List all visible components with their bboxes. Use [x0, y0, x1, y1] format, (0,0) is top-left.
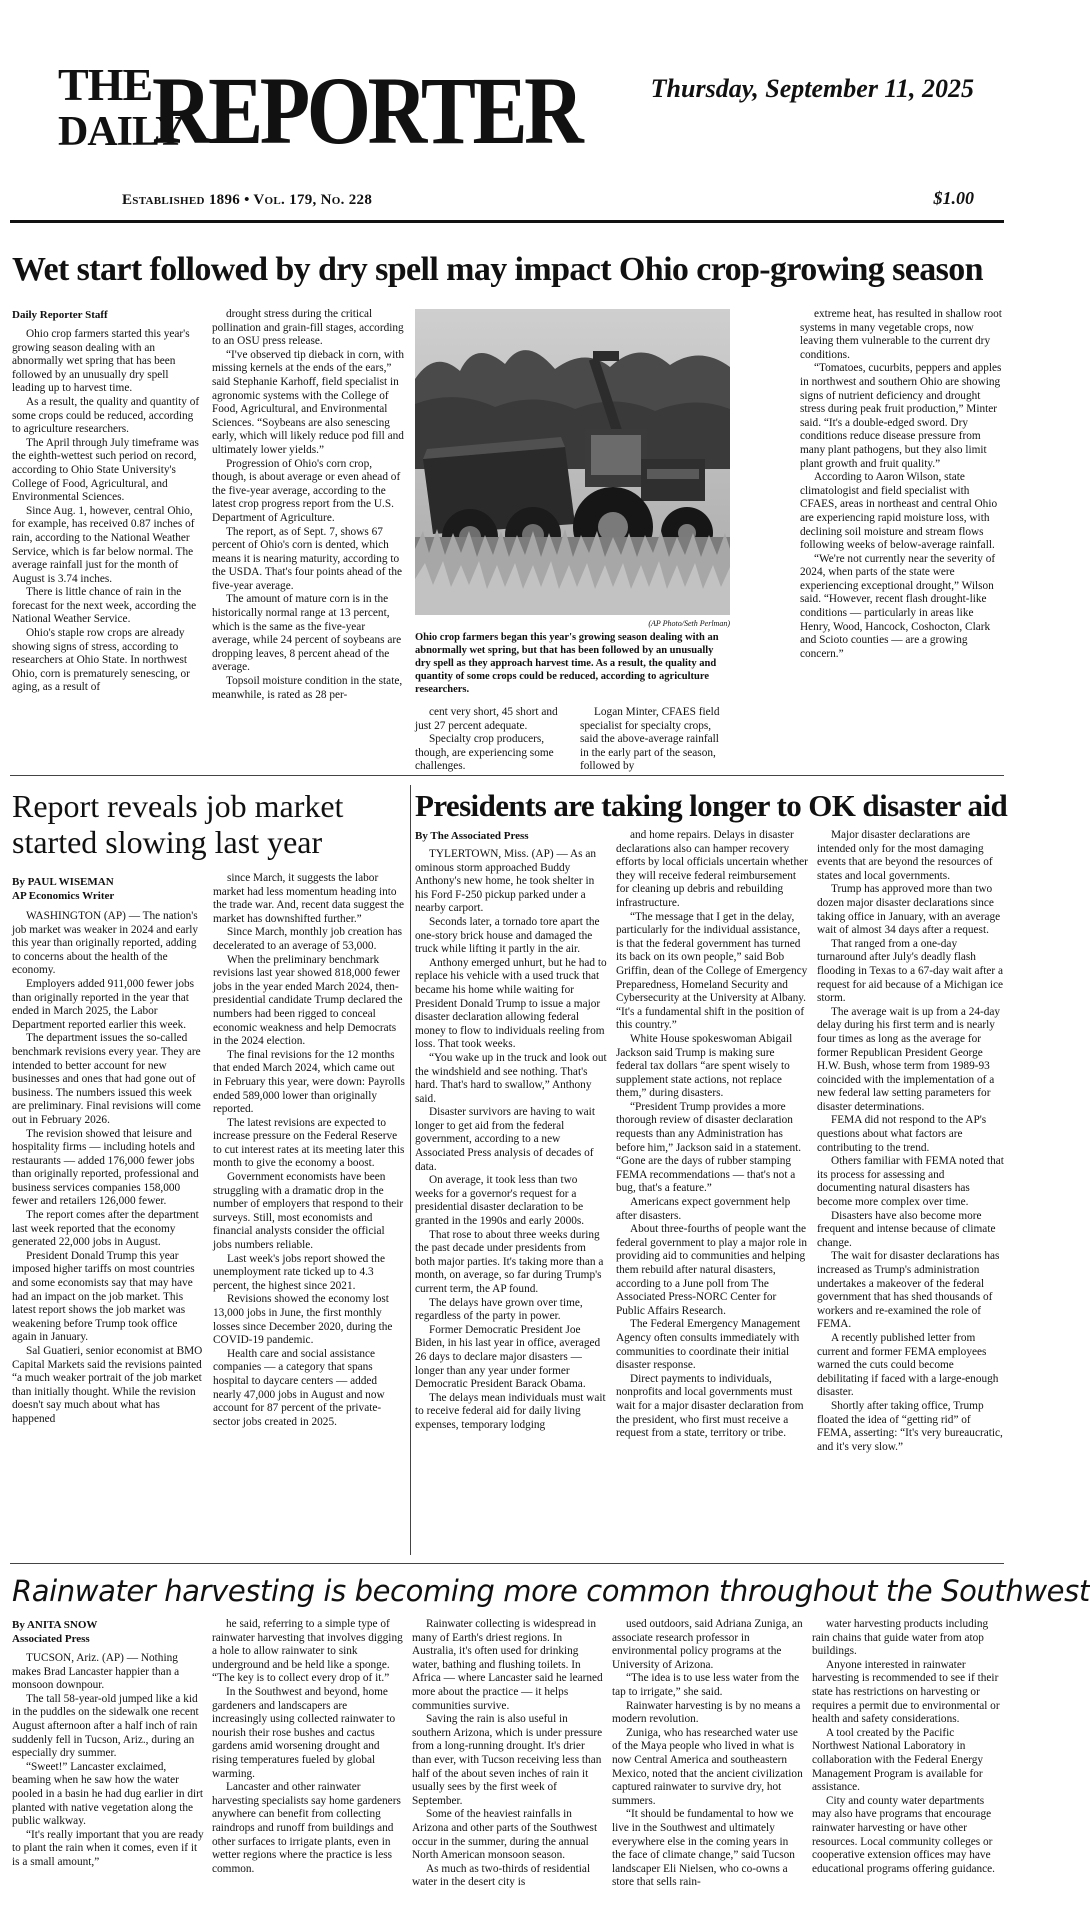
- story2-headline-line-1: Report reveals job market: [12, 788, 344, 824]
- article-paragraph: As a result, the quality and quantity of some crops could be reduced, according to agriculture researchers.: [12, 395, 200, 436]
- article-paragraph: On average, it took less than two weeks for a governor's request for a presidential disaster declaration to be granted in the 1990s and early 2000s.: [415, 1174, 585, 1228]
- article-paragraph: WASHINGTON (AP) — The nation's job market was weaker in 2024 and early this year than originally reported, adding to concerns about the health of the economy.: [12, 910, 199, 977]
- article-paragraph: and home repairs. Delays in disaster declarations also can hamper recovery efforts by local officials uncertain whether they will receive federal reimbursement for cleaning up debris and rebuilding infrastructure.: [616, 829, 808, 909]
- article-paragraph: The department issues the so-called benchmark revisions every year. They are intended to better account for new businesses and ones that had gone out of business. The numbers issued this week are preliminary. Final revisions will come out in February 2026.: [12, 1032, 201, 1126]
- article-paragraph: When the preliminary benchmark revisions last year showed 818,000 fewer jobs in the year ended March 2024, then-presidential candidate Trump declared the numbers had been rigged to conceal economic weakness and help Democrats in the 2024 election.: [213, 953, 403, 1048]
- article-paragraph: Americans expect government help after disasters.: [616, 1196, 791, 1222]
- article-paragraph: “You wake up in the truck and look out the windshield and see nothing. That's hard. That's hard to swallow,” Anthony said.: [415, 1051, 607, 1105]
- story2-column-2: [213, 872, 405, 1555]
- article-paragraph: Major disaster declarations are intended only for the most damaging events that are beyond the resources of states and local governments.: [817, 829, 993, 882]
- article-paragraph: Last week's jobs report showed the unemployment rate ticked up to 4.3 percent, the highest since 2021.: [213, 1252, 385, 1292]
- article-paragraph: A tool created by the Pacific Northwest National Laboratory in collaboration with the Federal Energy Management Program is available for assistance.: [812, 1726, 984, 1794]
- section-divider-2: [10, 1563, 1004, 1564]
- article-paragraph: The report, as of Sept. 7, shows 67 percent of Ohio's corn is dented, which means it is nearing maturity, according to the USDA. That's four points ahead of the five-year average.: [212, 525, 403, 592]
- section-divider-1: [10, 775, 1004, 776]
- established-volume: Established 1896 • Vol. 179, No. 228: [122, 192, 373, 208]
- article-paragraph: Government economists have been struggling with a dramatic drop in the number of employers that respond to their surveys. Still, most economists and financial analysts consider the official jobs numbers reliable.: [213, 1171, 404, 1252]
- article-paragraph: Sal Guatieri, senior economist at BMO Capital Markets said the revisions painted “a much weaker portrait of the job market than initially thought. While the revision doesn't say much about what has happened: [12, 1345, 203, 1425]
- logo-the: THE: [58, 59, 153, 110]
- article-paragraph: According to Aaron Wilson, state climatologist and field specialist with CFAES, areas in northeast and central Ohio are experiencing rapid moisture loss, with declining soil moisture and stream flows following weeks of below-average rainfall.: [800, 471, 998, 552]
- masthead-rule: [10, 220, 1004, 223]
- article-paragraph: Specialty crop producers, though, are experiencing some challenges.: [415, 733, 554, 773]
- article-paragraph: The April through July timeframe was the eighth-wettest such period on record, according to Ohio State University's College of Food, Agricultural, and Environmental Sciences.: [12, 436, 199, 504]
- article-paragraph: Zuniga, who has researched water use of the Maya people who lived in what is now Central America and southeastern Mexico, noted that the ancient civilization captured rainwater to survive dry, hot summers.: [612, 1726, 803, 1807]
- masthead: [0, 0, 1014, 222]
- article-paragraph: Disasters have also become more frequent and intense because of climate change.: [817, 1209, 996, 1249]
- photo-caption: Ohio crop farmers began this year's growing season dealing with an abnormally wet spring, but that has been followed by an unusually dry spell as they approach harvest time. As a result, the quality and quantity of some crops could be reduced, according to agriculture researchers.: [415, 632, 719, 695]
- story1-column-5: [800, 308, 1002, 768]
- logo-reporter: REPORTER: [152, 57, 581, 164]
- price: $1.00: [933, 188, 974, 208]
- story4-column-3: [412, 1618, 604, 1914]
- story1-column-2: [212, 308, 405, 768]
- article-paragraph: Disaster survivors are having to wait longer to get aid from the federal government, according to a new Associated Press analysis of decades of data.: [415, 1106, 595, 1173]
- article-paragraph: A recently published letter from current and former FEMA employees warned the cuts could become debilitating if faced with a large-enough disaster.: [817, 1331, 999, 1399]
- article-paragraph: About three-fourths of people want the federal government to play a major role in providing aid to communities and helping them rebuild after natural disasters, according to a June poll from The Associated Press-NORC Center for Public Affairs Research.: [616, 1223, 808, 1317]
- article-paragraph: Some of the heaviest rainfalls in Arizona and other parts of the Southwest occur in the summer, during the annual North American monsoon season.: [412, 1808, 598, 1862]
- story4-byline-name: By ANITA SNOW: [12, 1619, 98, 1631]
- story3-headline: Presidents are taking longer to OK disaster aid: [415, 788, 1008, 823]
- article-paragraph: Anthony emerged unhurt, but he had to replace his vehicle with a used truck that became his home while waiting for President Donald Trump to issue a major disaster declaration allowing federal money to flow to individuals reeling from loss. That took weeks.: [415, 956, 607, 1051]
- article-paragraph: “It should be fundamental to how we live in the Southwest and ultimately everywhere else in the coming years in the face of climate change,” said Tucson landscaper Eli Nielsen, who co-owns a store that sells rain-: [612, 1808, 795, 1889]
- article-paragraph: Direct payments to individuals, nonprofits and local governments must wait for a major disaster declaration from the president, who first must receive a request from a state, territory or tribe.: [616, 1372, 804, 1440]
- article-paragraph: Saving the rain is also useful in southern Arizona, which is under pressure from a long-running drought. It's drier than ever, with Tucson receiving less than half of the about seven inches of rain it usually sees by the first week of September.: [412, 1713, 603, 1807]
- article-paragraph: “The idea is to use less water from the tap to irrigate,” she said.: [612, 1672, 800, 1698]
- article-paragraph: Health care and social assistance companies — a category that spans hospital to daycare centers — added nearly 47,000 jobs in August and now account for 87 percent of the private-sector jobs created in 2025.: [213, 1347, 385, 1428]
- story1-column-3: [415, 706, 565, 773]
- article-paragraph: Former Democratic President Joe Biden, in his last year in office, averaged 26 days to declare major disasters — longer than any year under former Democratic President Barack Obama.: [415, 1323, 601, 1391]
- article-paragraph: Logan Minter, CFAES field specialist for specialty crops, said the above-average rainfall in the early part of the season, followed by: [580, 706, 720, 773]
- article-paragraph: The revision showed that leisure and hospitality firms — including hotels and restaurants — added 176,000 fewer jobs than originally reported, professional and business services companies 158,000 fewer and retailers 126,000 fewer.: [12, 1127, 199, 1208]
- article-paragraph: Anyone interested in rainwater harvesting is recommended to see if their state has restrictions on harvesting or requires a permit due to environmental or health and safety considerations.: [812, 1658, 1000, 1726]
- story3-column-3: [817, 829, 1005, 1555]
- story1-headline: Wet start followed by dry spell may impact Ohio crop-growing season: [12, 251, 983, 288]
- article-paragraph: used outdoors, said Adriana Zuniga, an associate research professor in environmental policy programs at the University of Arizona.: [612, 1618, 803, 1671]
- article-paragraph: Trump has approved more than two dozen major disaster declarations since taking office in January, with an average wait of almost 34 days after a request.: [817, 883, 1001, 937]
- article-paragraph: That ranged from a one-day turnaround after July's deadly flash flooding in Texas to a 67-day wait after a request for aid because of a Michigan ice storm.: [817, 937, 1004, 1005]
- story2-headline-line-2: started slowing last year: [12, 824, 323, 860]
- story4-byline-title: Associated Press: [12, 1633, 90, 1645]
- article-paragraph: “We're not currently near the severity of 2024, when parts of the state were experiencing exceptional drought,” Wilson said. “However, recent flash drought-like conditions — particularly in areas like Henry, Wood, Hancock, Coshocton, Clark and Scioto counties — are a growing concern.”: [800, 552, 996, 660]
- article-paragraph: The wait for disaster declarations has increased as Trump's administration undertakes a makeover of the federal government that has shed thousands of workers and re-examined the role of FEMA.: [817, 1250, 1000, 1331]
- story4-column-5: [812, 1618, 1004, 1914]
- article-paragraph: Revisions showed the economy lost 13,000 jobs in June, the first monthly losses since December 2020, during the COVID-19 pandemic.: [213, 1293, 393, 1347]
- tractor-cornfield-photo: [415, 309, 730, 615]
- article-paragraph: The delays have grown over time, regardless of the party in power.: [415, 1296, 583, 1323]
- article-paragraph: Ohio crop farmers started this year's growing season dealing with an abnormally wet spring that has been followed by an unusually dry spell leading up to harvest time.: [12, 328, 190, 395]
- story3-byline: By The Associated Press: [415, 830, 529, 842]
- article-paragraph: The report comes after the department last week reported that the economy generated 22,000 jobs in August.: [12, 1209, 199, 1249]
- article-paragraph: The tall 58-year-old jumped like a kid in the puddles on the sidewalk one recent August afternoon after a half inch of rain suddenly fell in Tucson, Ariz., during an especially dry summer.: [12, 1692, 199, 1760]
- article-paragraph: Others familiar with FEMA noted that its process for assessing and documenting natural disasters has become more complex over time.: [817, 1155, 1004, 1209]
- article-paragraph: he said, referring to a simple type of rainwater harvesting that involves digging a hole to allow rainwater to sink underground and be held like a sponge. “The key is to collect every drop of it.”: [212, 1618, 403, 1685]
- article-paragraph: The average wait is up from a 24-day delay during his first term and is nearly four times as long as the average for former Republican President George H.W. Bush, whose term from 1989-93 coincided with the implementation of a new federal law setting parameters for disaster determinations.: [817, 1005, 1001, 1113]
- article-paragraph: Topsoil moisture condition in the state, meanwhile, is rated as 28 per-: [212, 675, 403, 701]
- article-paragraph: “The message that I get in the delay, particularly for the individual assistance, is that the federal government has turned its back on its own people,” said Bob Griffin, dean of the College of Emergency Preparedness, Homeland Security and Cybersecurity at the University at Albany. “It's a fundamental shift in the position of this country.”: [616, 910, 808, 1032]
- article-paragraph: The delays mean individuals must wait to receive federal aid for daily living expenses, temporary lodging: [415, 1391, 606, 1431]
- article-paragraph: “It's really important that you are ready to plant the rain when it comes, even if it is a small amount,”: [12, 1828, 204, 1868]
- article-paragraph: President Donald Trump this year imposed higher tariffs on most countries and some economists say that may have had an impact on the job market. This latest report shows the job market was weakening before Trump took office again in January.: [12, 1249, 195, 1344]
- article-paragraph: TUCSON, Ariz. (AP) — Nothing makes Brad Lancaster happier than a monsoon downpour.: [12, 1652, 180, 1692]
- story1-column-1: [12, 328, 202, 768]
- article-paragraph: drought stress during the critical pollination and grain-fill stages, according to an OSU press release.: [212, 308, 404, 348]
- article-paragraph: extreme heat, has resulted in shallow root systems in many vegetable crops, now leaving them vulnerable to the current dry conditions.: [800, 308, 1002, 361]
- story1-column-4: [580, 706, 730, 773]
- article-paragraph: cent very short, 45 short and just 27 percent adequate.: [415, 706, 558, 732]
- story2-byline-title: AP Economics Writer: [12, 890, 115, 902]
- article-paragraph: Ohio's staple row crops are already showing signs of stress, according to researchers at Ohio State. In northwest Ohio, corn is prematurely senescing, or aging, as a result of: [12, 627, 190, 694]
- article-paragraph: Seconds later, a tornado tore apart the one-story brick house and damaged the truck while lifting it partly in the air.: [415, 915, 600, 956]
- article-paragraph: In the Southwest and beyond, home gardeners and landscapers are increasingly using collected rainwater to nourish their rose bushes and cactus gardens amid worsening drought and rising temperatures fueled by global warming.: [212, 1685, 396, 1780]
- story3-column-1: [415, 848, 607, 1555]
- article-paragraph: Progression of Ohio's corn crop, though, is about average or even ahead of the five-year average, according to the latest crop progress report from the U.S. Department of Agriculture.: [212, 457, 401, 524]
- article-paragraph: FEMA did not respond to the AP's questions about what factors are contributing to the trend.: [817, 1114, 987, 1154]
- article-paragraph: “I've observed tip dieback in corn, with missing kernels at the ends of the ears,” said Stephanie Karhoff, field specialist in agronomic systems with the College of Food, Agricultural, and Environmental Sciences. “Soybeans are also senescing early, which will likely reduce pod fill and ultimately lower yields.”: [212, 348, 405, 456]
- article-paragraph: Since Aug. 1, however, central Ohio, for example, has received 0.87 inches of rain, according to the National Weather Service, which is far below normal. The average rainfall just for the month of August is 3.74 inches.: [12, 504, 195, 585]
- article-paragraph: “Sweet!” Lancaster exclaimed, beaming when he saw how the water pooled in a basin he had dug earlier in dirt planted with native vegetation along the public walkway.: [12, 1760, 204, 1828]
- story3-column-2: [616, 829, 808, 1555]
- article-paragraph: City and county water departments may also have programs that encourage rainwater harvesting or have other resources. Local community colleges or cooperative extension offices may have educational programs offering guidance.: [812, 1794, 995, 1875]
- article-paragraph: Rainwater collecting is widespread in many of Earth's driest regions. In Australia, it's often used for drinking water, bathing and flushing toilets. In Africa — where Lancaster said he learned more about the practice — it helps communities survive.: [412, 1618, 603, 1712]
- article-paragraph: White House spokeswoman Abigail Jackson said Trump is making sure federal tax dollars “are spent wisely to supplement state actions, not replace them,” during disasters.: [616, 1032, 793, 1100]
- article-paragraph: “Tomatoes, cucurbits, peppers and apples in northwest and southern Ohio are showing signs of nutrient deficiency and drought stress during peak fruit production,” Minter said. “It's a double-edged sword. Dry conditions reduce disease pressure from many plant pathogens, but they also limit plant growth and fruit quality.”: [800, 362, 1002, 470]
- article-paragraph: since March, it suggests the labor market had less momentum heading into the trade war. And, recent data suggest the market has downshifted further.”: [213, 872, 405, 925]
- column-divider: [410, 785, 411, 1555]
- article-paragraph: The latest revisions are expected to increase pressure on the Federal Reserve to cut interest rates at its meeting later this month to give the economy a boost.: [213, 1116, 405, 1170]
- article-paragraph: There is little chance of rain in the forecast for the next week, according the National Weather Service.: [12, 586, 197, 626]
- article-paragraph: The final revisions for the 12 months that ended March 2024, which came out in February this year, were down: Payrolls ended 589,000 lower than originally reported.: [213, 1048, 405, 1116]
- story4-column-2: [212, 1618, 404, 1914]
- article-paragraph: As much as two-thirds of residential water in the desert city is: [412, 1862, 591, 1889]
- article-paragraph: Rainwater harvesting is by no means a modern revolution.: [612, 1699, 801, 1726]
- photo-credit: (AP Photo/Seth Perlman): [648, 619, 730, 628]
- article-paragraph: Lancaster and other rainwater harvesting specialists say home gardeners anywhere can benefit from collecting raindrops and runoff from buildings and other surfaces to irrigate plants, even in wetter regions where the practice is less common.: [212, 1781, 401, 1875]
- article-paragraph: The Federal Emergency Management Agency often consults immediately with communities to coordinate their initial disaster response.: [616, 1318, 801, 1372]
- story4-column-4: [612, 1618, 804, 1914]
- story2-column-1: [12, 910, 204, 1555]
- story4-column-1: [12, 1652, 204, 1914]
- article-paragraph: water harvesting products including rain chains that guide water from atop buildings.: [812, 1618, 989, 1658]
- article-paragraph: Since March, monthly job creation has decelerated to an average of 53,000.: [213, 926, 403, 952]
- story2-byline-name: By PAUL WISEMAN: [12, 876, 114, 888]
- tractor-photo-illustration: [415, 309, 730, 615]
- story1-byline: Daily Reporter Staff: [12, 309, 108, 321]
- article-paragraph: The amount of mature corn is in the historically normal range at 13 percent, which is the same as the five-year average, while 24 percent of soybeans are dropping leaves, 8 percent ahead of the average.: [212, 593, 402, 674]
- issue-date: Thursday, September 11, 2025: [650, 74, 974, 103]
- article-paragraph: “President Trump provides a more thorough review of disaster declaration requests than any Administration has before him,” Jackson said in a statement. “Gone are the days of rubber stamping FEMA recommendations — that's not a bug, that's a feature.”: [616, 1100, 802, 1195]
- article-paragraph: That rose to about three weeks during the past decade under presidents from both major parties. It's taking more than a month, on average, so far during Trump's current term, the AP found.: [415, 1228, 604, 1295]
- article-paragraph: Employers added 911,000 fewer jobs than originally reported in the year that ended in March 2025, the Labor Department reported earlier this week.: [12, 977, 195, 1031]
- logo-daily: DAILY: [58, 109, 185, 155]
- article-paragraph: TYLERTOWN, Miss. (AP) — As an ominous storm approached Buddy Anthony's new home, he took shelter in his Ford F-250 pickup parked under a nearby carport.: [415, 848, 596, 915]
- story4-headline: Rainwater harvesting is becoming more common throughout the Southwest: [12, 1574, 1090, 1608]
- article-paragraph: Shortly after taking office, Trump floated the idea of “getting rid” of FEMA, asserting: “It's very bureaucratic, and it's very slow.”: [817, 1399, 1003, 1453]
